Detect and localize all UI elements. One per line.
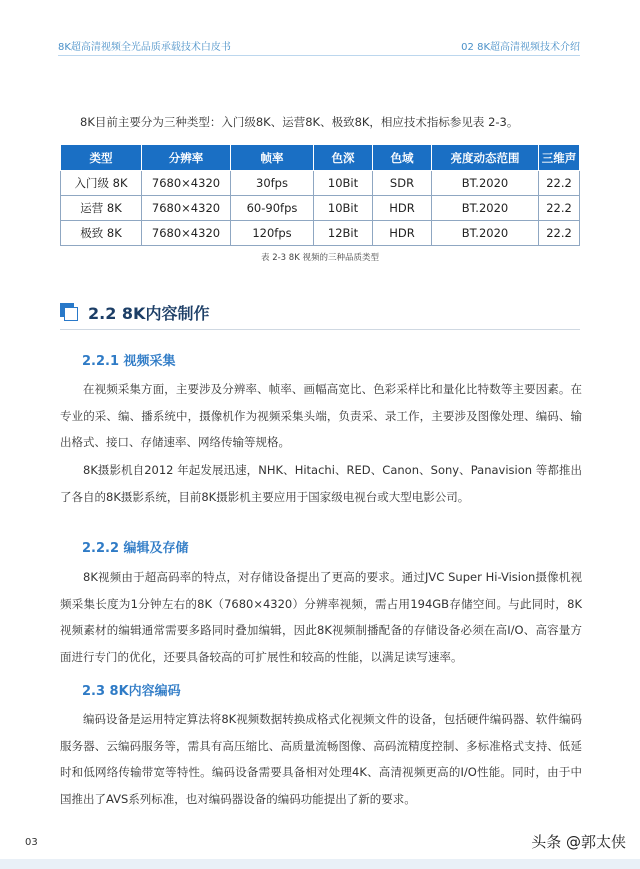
table-row [61,196,580,221]
col-header-type: 类型 [61,145,142,171]
table-cell: 入门级 8K [61,171,142,196]
table-cell: 60-90fps [231,196,314,221]
section-title: 2.2 8K内容制作 [88,303,210,323]
col-header-gamut: 色域 [373,145,432,171]
subsection-title-2-3: 2.3 8K内容编码 [82,684,181,699]
table-cell: 极致 8K [61,221,142,246]
paragraph: 8K视频由于超高码率的特点，对存储设备提出了更高的要求。通过JVC Super Hi-Vision摄像机视频采集长度为1分钟左右的8K（7680×4320）分辨率视频，需占用194GB存储空间。与此同时，8K视频素材的编辑通常需要多路同时叠加编辑，因此8K视频制播配备的存储设备必须在高I/O、高容量方面进行专门的优化，还要具备较高的可扩展性和较高的性能，以满足读写速率。 [60,570,582,664]
intro-text: 8K目前主要分为三种类型：入门级8K、运营8K、极致8K，相应技术指标参见表 2-3。 [80,115,519,129]
table-cell: 120fps [231,221,314,246]
table-cell: 10Bit [314,171,373,196]
section-heading-2-2 [60,299,209,325]
table-cell: 7680×4320 [142,171,231,196]
spec-table [60,144,580,246]
section-square-icon [60,303,78,321]
footer-bar [0,859,640,869]
header-right-title: 02 8K超高清视频技术介绍 [461,42,580,53]
table-cell: HDR [373,221,432,246]
col-header-framerate: 帧率 [231,145,314,171]
table-row [61,171,580,196]
table-row [61,221,580,246]
table-cell: 22.2 [539,196,580,221]
table-cell: SDR [373,171,432,196]
table-header-row [61,145,580,171]
col-header-audio: 三维声 [539,145,580,171]
section-divider [60,329,580,330]
col-header-hdr: 亮度动态范围 [432,145,539,171]
paragraph: 编码设备是运用特定算法将8K视频数据转换成格式化视频文件的设备，包括硬件编码器、软件编码服务器、云编码服务等，需具有高压缩比、高质量流畅图像、高码流精度控制、多标准格式支持、低延时和低网络传输带宽等特性。编码设备需要具备相对处理4K、高清视频更高的I/O性能。同时，由于中国推出了AVS系列标准，也对编码器设备的编码功能提出了新的要求。 [60,712,582,806]
table-cell: BT.2020 [432,196,539,221]
paragraph: 8K摄影机自2012 年起发展迅速，NHK、Hitachi、RED、Canon、Sony、Panavision 等都推出了各自的8K摄影系统，目前8K摄影机主要应用于国家级电视台或大型电影公司。 [60,463,582,504]
header-left-title: 8K超高清视频全光品质承载技术白皮书 [58,42,231,53]
page-number: 03 [25,837,38,848]
table-cell: 7680×4320 [142,221,231,246]
table-cell: 22.2 [539,221,580,246]
table-cell: BT.2020 [432,221,539,246]
subsection-title-2-2-1: 2.2.1 视频采集 [82,354,176,369]
table-cell: 12Bit [314,221,373,246]
table-cell: 10Bit [314,196,373,221]
subsection-title-2-2-2: 2.2.2 编辑及存储 [82,541,189,556]
col-header-resolution: 分辨率 [142,145,231,171]
col-header-bitdepth: 色深 [314,145,373,171]
page-header [0,0,640,62]
header-divider [58,55,580,56]
paragraph: 在视频采集方面，主要涉及分辨率、帧率、画幅高宽比、色彩采样比和量化比特数等主要因素。在专业的采、编、播系统中，摄像机作为视频采集头端，负责采、录工作，主要涉及图像处理、编码、输出格式、接口、存储速率、网络传输等规格。 [60,382,582,449]
table-cell: HDR [373,196,432,221]
table-cell: 30fps [231,171,314,196]
table-cell: 7680×4320 [142,196,231,221]
table-cell: 运营 8K [61,196,142,221]
watermark: 头条 @郭太侠 [531,833,626,851]
table-caption: 表 2-3 8K 视频的三种品质类型 [261,253,379,263]
table-cell: 22.2 [539,171,580,196]
table-cell: BT.2020 [432,171,539,196]
